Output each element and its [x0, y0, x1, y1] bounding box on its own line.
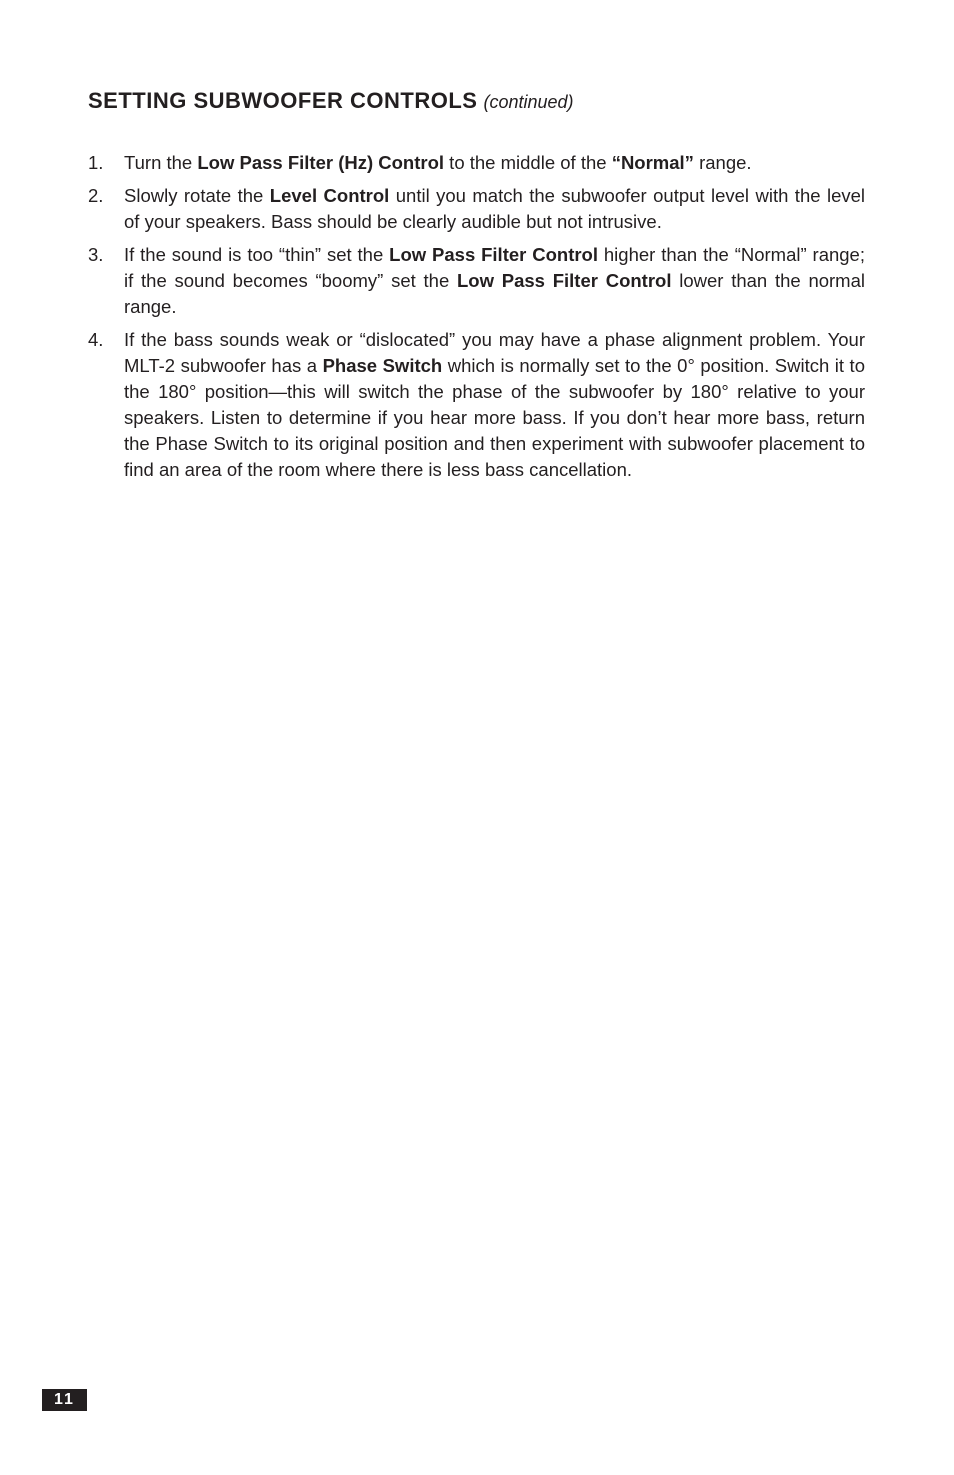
- heading-subtitle: (continued): [483, 92, 574, 112]
- step-bold-text: “Normal”: [611, 152, 694, 173]
- step-text: until you match the subwoofer output level with the level of your speakers. Bass should be clearly audible but not intrusive.: [124, 185, 866, 232]
- step-text: to the middle of the: [444, 152, 612, 173]
- step-text: Turn the: [124, 152, 198, 173]
- step-text: range.: [693, 152, 752, 173]
- heading-title: SETTING SUBWOOFER CONTROLS: [88, 88, 478, 113]
- step-number: 4.: [88, 329, 104, 350]
- step-text: Slowly rotate the: [124, 185, 270, 206]
- step-bold-text: Phase Switch: [322, 355, 443, 376]
- page-number-badge: 11: [42, 1389, 87, 1411]
- step-number: 3.: [88, 244, 104, 265]
- step-item: [88, 150, 865, 176]
- step-bold-text: Low Pass Filter (Hz) Control: [197, 152, 445, 173]
- instructions-list: [88, 150, 865, 490]
- step-text: If the sound is too “thin” set the: [124, 244, 390, 265]
- step-text: higher than the “Normal” range; if the sound becomes “boomy” set the: [124, 244, 865, 291]
- step-item: [88, 327, 865, 483]
- step-number: 2.: [88, 185, 104, 206]
- page-heading: [88, 86, 574, 117]
- step-bold-text: Low Pass Filter Control: [457, 270, 672, 291]
- step-number: 1.: [88, 152, 104, 173]
- step-text: If the bass sounds weak or “dislocated” you may have a phase alignment problem. Your MLT-2 subwoofer has a: [124, 329, 865, 376]
- step-bold-text: Level Control: [269, 185, 390, 206]
- step-item: [88, 183, 865, 235]
- step-text: lower than the normal range.: [124, 270, 865, 317]
- step-bold-text: Low Pass Filter Control: [389, 244, 598, 265]
- step-text: which is normally set to the 0° position. Switch it to the 180° position—this will switch the phase of the subwoofer by 180° relative to your speakers. Listen to determine if you hear more bass. If you don’t hear more bass, return the Phase Switch to its original position and then experiment with subwoofer placement to find an area of the room where there is less bass cancellation.: [124, 355, 865, 480]
- step-item: [88, 242, 865, 320]
